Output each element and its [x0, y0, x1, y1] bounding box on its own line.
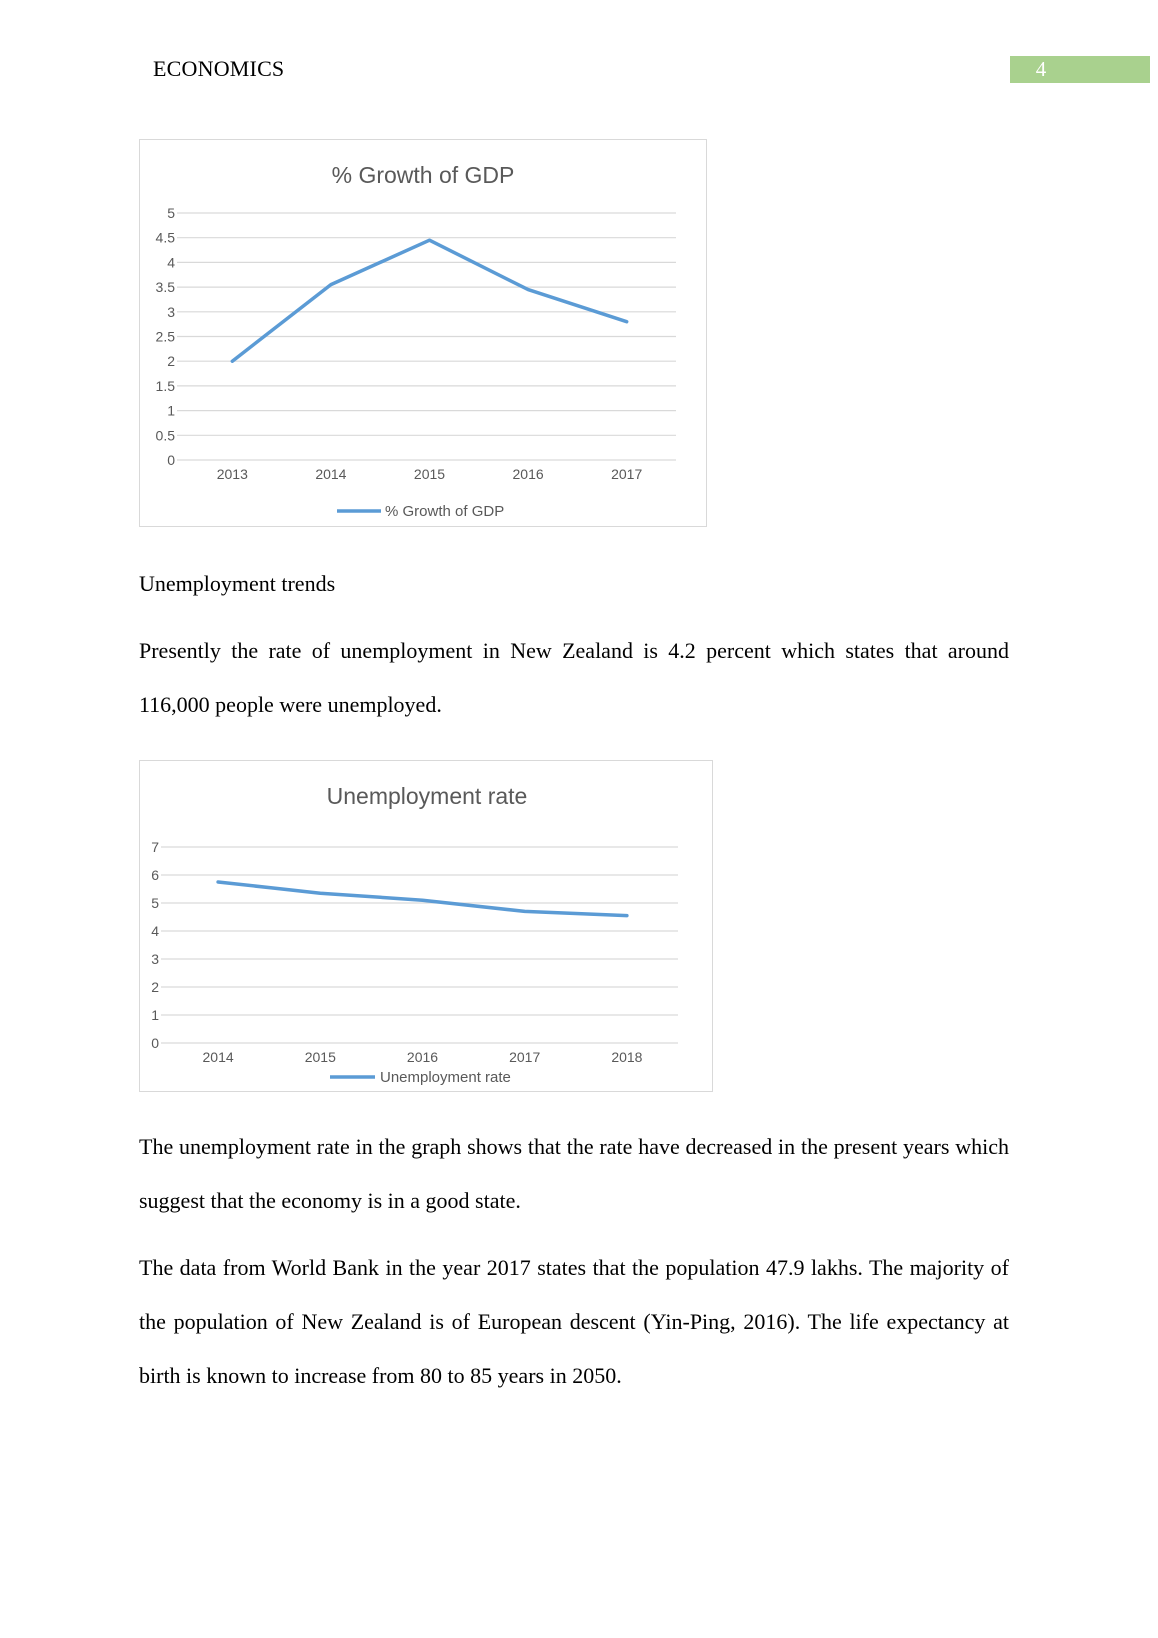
y-tick-label: 4 — [167, 254, 175, 271]
y-tick-label: 2 — [151, 979, 159, 995]
x-tick-label: 2015 — [413, 466, 446, 482]
gdp-growth-chart — [139, 139, 707, 527]
page-number: 4 — [1035, 57, 1047, 81]
y-tick-label: 2 — [167, 353, 175, 370]
y-tick-label: 5 — [151, 895, 159, 911]
unemployment-rate-chart — [139, 760, 713, 1092]
y-tick-label: 4.5 — [155, 229, 175, 246]
legend-label: Unemployment rate — [380, 1069, 511, 1086]
x-tick-label: 2013 — [216, 466, 248, 482]
x-tick-label: 2016 — [512, 466, 544, 482]
x-tick-label: 2017 — [509, 1049, 541, 1065]
chart-legend — [337, 503, 504, 520]
x-tick-label: 2015 — [304, 1049, 336, 1065]
x-tick-label: 2016 — [406, 1049, 439, 1065]
y-tick-label: 3 — [151, 951, 159, 967]
page-number-badge — [1010, 56, 1150, 83]
y-tick-label: 1 — [151, 1007, 159, 1023]
running-header-title: ECONOMICS — [153, 56, 285, 81]
unemployment-series-line — [218, 882, 627, 916]
paragraph-unemployment-rate: Presently the rate of unemployment in New Zealand is 4.2 percent which states that around 116,000 people were unemployed. — [139, 638, 1009, 717]
y-tick-label: 2.5 — [155, 328, 175, 345]
y-tick-label: 0 — [167, 452, 175, 468]
chart-title: % Growth of GDP — [331, 162, 515, 188]
x-tick-label: 2018 — [611, 1049, 643, 1065]
y-tick-label: 0 — [151, 1035, 159, 1051]
y-tick-label: 7 — [151, 839, 159, 855]
y-tick-label: 3 — [167, 303, 175, 320]
unemployment-rate-chart-svg — [140, 761, 712, 1091]
y-tick-label: 1.5 — [155, 377, 175, 394]
y-tick-label: 6 — [151, 867, 159, 883]
x-tick-label: 2014 — [315, 466, 347, 482]
y-tick-label: 5 — [167, 205, 175, 221]
paragraph-population: The data from World Bank in the year 2017 states that the population 47.9 lakhs. The majority of the population of New Zealand is of European descent (Yin-Ping, 2016). The life expectancy at birth is known to increase from 80 to 85 years in 2050. — [139, 1255, 1009, 1388]
y-tick-label: 3.5 — [155, 279, 175, 296]
y-tick-label: 4 — [151, 923, 159, 939]
x-tick-label: 2014 — [202, 1049, 234, 1065]
paragraph-unemployment-analysis: The unemployment rate in the graph shows that the rate have decreased in the present years which suggest that the economy is in a good state. — [139, 1134, 1009, 1213]
y-tick-label: 0.5 — [155, 427, 175, 444]
y-tick-label: 1 — [167, 402, 175, 419]
legend-label: % Growth of GDP — [385, 503, 505, 520]
chart-title: Unemployment rate — [326, 783, 528, 809]
x-tick-label: 2017 — [611, 466, 643, 482]
gdp-growth-chart-svg — [140, 140, 706, 526]
section-heading: Unemployment trends — [139, 571, 336, 596]
chart-legend — [330, 1069, 511, 1086]
gdp-growth-series-line — [232, 240, 626, 361]
